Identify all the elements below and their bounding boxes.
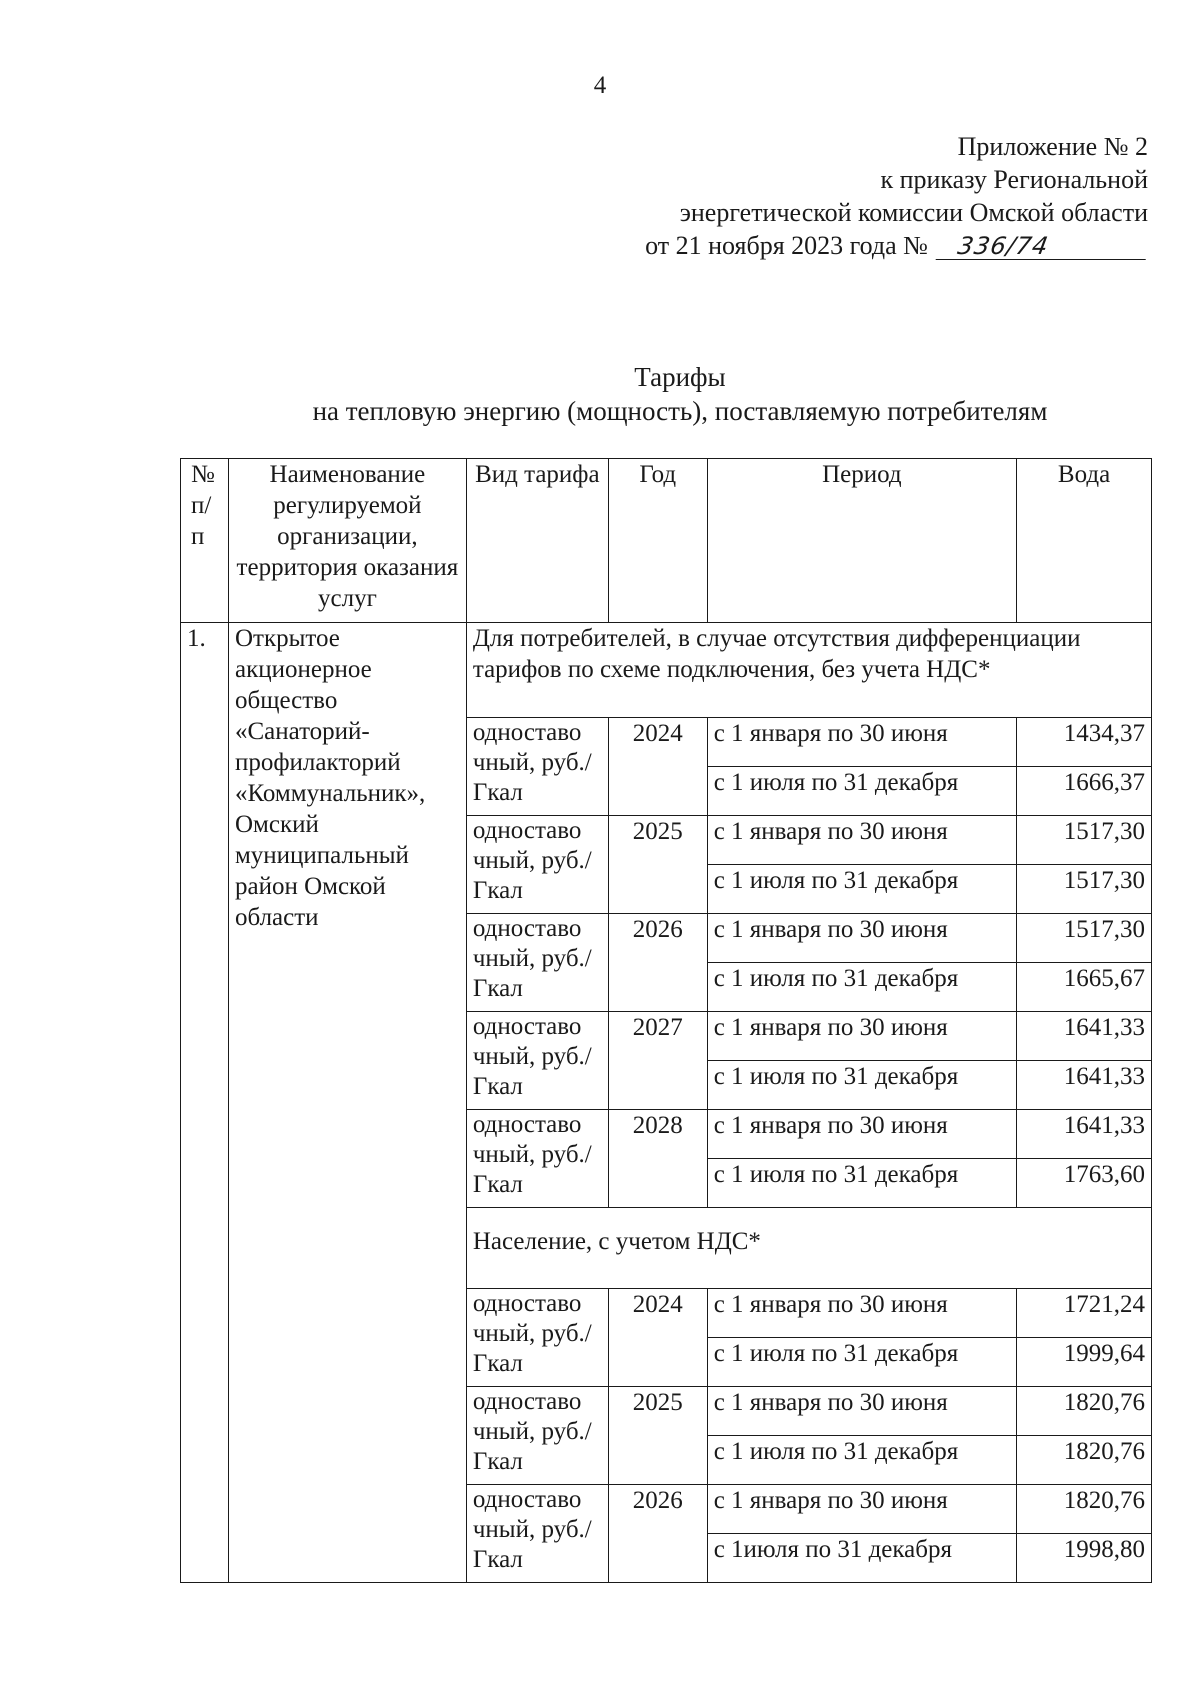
period: с 1 июля по 31 декабря <box>707 865 1016 914</box>
period: с 1 июля по 31 декабря <box>707 767 1016 816</box>
period: с 1 января по 30 июня <box>707 1012 1016 1061</box>
page-number: 4 <box>593 72 607 99</box>
tariff-kind: одноставо чный, руб./Гкал <box>466 816 608 914</box>
tariff-kind: одноставо чный, руб./Гкал <box>466 718 608 816</box>
header-water: Вода <box>1017 459 1152 623</box>
water-tariff-value: 1434,37 <box>1017 718 1152 767</box>
water-tariff-value: 1820,76 <box>1017 1436 1152 1485</box>
header-tariff-kind: Вид тарифа <box>466 459 608 623</box>
section-title: Для потребителей, в случае отсутствия дифференциации тарифов по схеме подключения, без учета НДС* <box>466 623 1151 718</box>
year: 2024 <box>608 718 707 816</box>
row-number: 1. <box>181 623 229 1583</box>
period: с 1 января по 30 июня <box>707 914 1016 963</box>
tariff-kind: одноставо чный, руб./Гкал <box>466 1387 608 1485</box>
year: 2025 <box>608 1387 707 1485</box>
annex-header <box>645 130 1148 262</box>
water-tariff-value: 1517,30 <box>1017 914 1152 963</box>
tariff-table <box>180 458 1152 1583</box>
period: с 1 июля по 31 декабря <box>707 1436 1016 1485</box>
period: с 1 июля по 31 декабря <box>707 1338 1016 1387</box>
year: 2026 <box>608 1485 707 1583</box>
organization-name: Открытое акционерное общество «Санаторий-профилакторий «Коммунальник», Омский муниципальный район Омской области <box>228 623 466 1583</box>
year: 2026 <box>608 914 707 1012</box>
section-title: Население, с учетом НДС* <box>466 1208 1151 1289</box>
title-line-2: на тепловую энергию (мощность), поставляемую потребителям <box>312 396 1048 426</box>
tariff-kind: одноставо чный, руб./Гкал <box>466 1289 608 1387</box>
water-tariff-value: 1820,76 <box>1017 1387 1152 1436</box>
period: с 1 января по 30 июня <box>707 1387 1016 1436</box>
order-date: от 21 ноября 2023 года № <box>645 231 928 260</box>
year: 2027 <box>608 1012 707 1110</box>
period: с 1 января по 30 июня <box>707 1485 1016 1534</box>
tariff-kind: одноставо чный, руб./Гкал <box>466 914 608 1012</box>
period: с 1 января по 30 июня <box>707 1110 1016 1159</box>
table-header-row <box>181 459 1152 623</box>
tariff-kind: одноставо чный, руб./Гкал <box>466 1485 608 1583</box>
header-year: Год <box>608 459 707 623</box>
annex-line-2: к приказу Региональной <box>880 165 1148 194</box>
handwritten-order-number: 336/74 <box>936 233 1151 260</box>
header-num: № п/п <box>181 459 229 623</box>
period: с 1 июля по 31 декабря <box>707 963 1016 1012</box>
year: 2028 <box>608 1110 707 1208</box>
year: 2025 <box>608 816 707 914</box>
water-tariff-value: 1820,76 <box>1017 1485 1152 1534</box>
header-organization: Наименование регулируемой организации, территория оказания услуг <box>228 459 466 623</box>
water-tariff-value: 1517,30 <box>1017 816 1152 865</box>
tariff-kind: одноставо чный, руб./Гкал <box>466 1012 608 1110</box>
water-tariff-value: 1763,60 <box>1017 1159 1152 1208</box>
year: 2024 <box>608 1289 707 1387</box>
document-title <box>180 360 1180 428</box>
water-tariff-value: 1666,37 <box>1017 767 1152 816</box>
annex-line-4 <box>645 229 1148 262</box>
water-tariff-value: 1998,80 <box>1017 1534 1152 1583</box>
period: с 1июля по 31 декабря <box>707 1534 1016 1583</box>
annex-line-1: Приложение № 2 <box>957 132 1148 161</box>
water-tariff-value: 1641,33 <box>1017 1110 1152 1159</box>
water-tariff-value: 1641,33 <box>1017 1061 1152 1110</box>
period: с 1 января по 30 июня <box>707 718 1016 767</box>
header-period: Период <box>707 459 1016 623</box>
water-tariff-value: 1517,30 <box>1017 865 1152 914</box>
water-tariff-value: 1641,33 <box>1017 1012 1152 1061</box>
annex-line-3: энергетической комиссии Омской области <box>679 198 1148 227</box>
title-line-1: Тарифы <box>634 362 726 392</box>
period: с 1 января по 30 июня <box>707 816 1016 865</box>
period: с 1 июля по 31 декабря <box>707 1159 1016 1208</box>
section-row <box>181 623 1152 718</box>
tariff-kind: одноставо чный, руб./Гкал <box>466 1110 608 1208</box>
period: с 1 июля по 31 декабря <box>707 1061 1016 1110</box>
water-tariff-value: 1999,64 <box>1017 1338 1152 1387</box>
water-tariff-value: 1721,24 <box>1017 1289 1152 1338</box>
period: с 1 января по 30 июня <box>707 1289 1016 1338</box>
water-tariff-value: 1665,67 <box>1017 963 1152 1012</box>
